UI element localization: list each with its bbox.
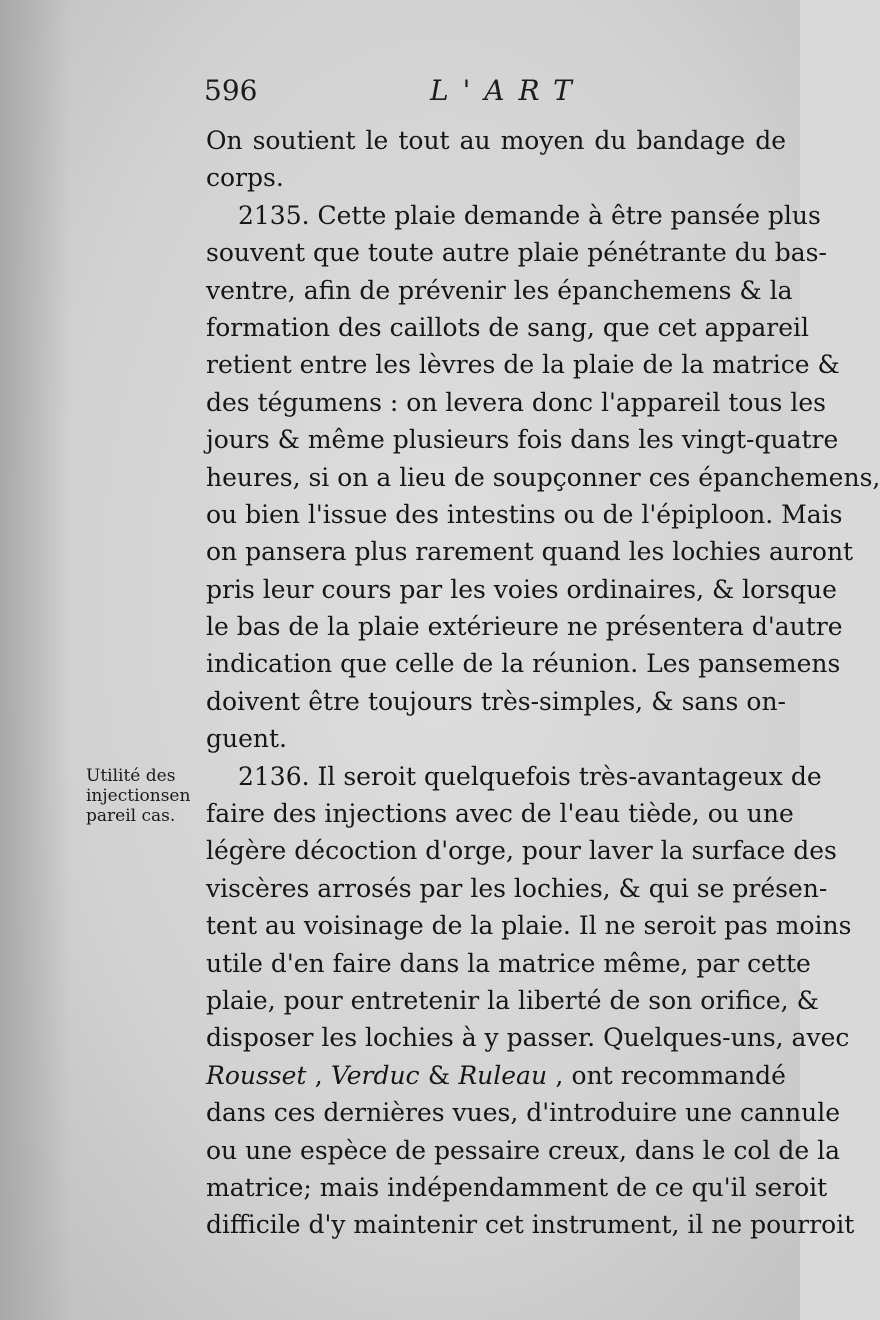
text-line: utile d'en faire dans la matrice même, par cette [206, 948, 811, 978]
paragraph-2136-start: 2136. Il seroit quelquefois très-avantageux de [238, 761, 822, 791]
text-line: retient entre les lèvres de la plaie de la matrice & [206, 350, 840, 380]
text-line: le bas de la plaie extérieure ne présentera d'autre [206, 612, 843, 642]
text-line: doivent être toujours très-simples, & sans on- [206, 686, 786, 716]
author-name-ruleau: Ruleau [458, 1060, 548, 1090]
paragraph-2135-start: 2135. Cette plaie demande à être pansée plus [238, 200, 821, 230]
text-line: On soutient le tout au moyen du bandage de [206, 126, 786, 155]
names-line-rest: , ont recommandé [547, 1060, 786, 1090]
text-line: pris leur cours par les voies ordinaires, & lorsque [206, 574, 837, 604]
text-line: indication que celle de la réunion. Les pansemens [206, 649, 841, 679]
names-line [206, 1057, 786, 1094]
text-line: dans ces dernières vues, d'introduire une cannule [206, 1098, 841, 1128]
text-line: corps. [206, 163, 284, 193]
margin-note-line: Utilité des [86, 766, 176, 786]
author-name-rousset: Rousset [206, 1060, 307, 1090]
margin-note-line: injectionsen [86, 786, 191, 806]
text-line: des tégumens : on levera donc l'appareil tous les [206, 387, 826, 417]
name-separator: , [306, 1060, 331, 1090]
body-text [206, 122, 880, 1244]
text-line: ventre, afin de prévenir les épanchemens & la [206, 275, 793, 305]
text-line: disposer les lochies à y passer. Quelques-uns, avec [206, 1023, 850, 1053]
author-name-verduc: Verduc [330, 1060, 420, 1090]
text-line: heures, si on a lieu de soupçonner ces épanchemens, [206, 462, 880, 492]
text-line: plaie, pour entretenir la liberté de son orifice, & [206, 985, 819, 1015]
text-line: guent. [206, 724, 287, 754]
text-line: faire des injections avec de l'eau tiède, ou une [206, 799, 794, 829]
text-line: ou une espèce de pessaire creux, dans le col de la [206, 1135, 841, 1165]
text-line: viscères arrosés par les lochies, & qui se présen- [206, 873, 828, 903]
text-line: formation des caillots de sang, que cet appareil [206, 312, 810, 342]
text-line: ou bien l'issue des intestins ou de l'épiploon. Mais [206, 499, 843, 529]
page-header [204, 74, 764, 118]
text-line: tent au voisinage de la plaie. Il ne seroit pas moins [206, 911, 852, 941]
running-head: L'ART [430, 74, 586, 107]
margin-note-line: pareil cas. [86, 806, 176, 826]
text-line: matrice; mais indépendamment de ce qu'il seroit [206, 1172, 828, 1202]
text-line: on pansera plus rarement quand les lochies auront [206, 537, 854, 567]
margin-note [86, 766, 204, 826]
page-number: 596 [204, 74, 258, 107]
text-line: légère décoction d'orge, pour laver la surface des [206, 836, 837, 866]
name-separator: & [419, 1060, 459, 1090]
text-line: difficile d'y maintenir cet instrument, il ne pourroit [206, 1210, 855, 1240]
text-line: souvent que toute autre plaie pénétrante du bas- [206, 238, 827, 268]
text-line: jours & même plusieurs fois dans les vingt-quatre [206, 425, 839, 455]
